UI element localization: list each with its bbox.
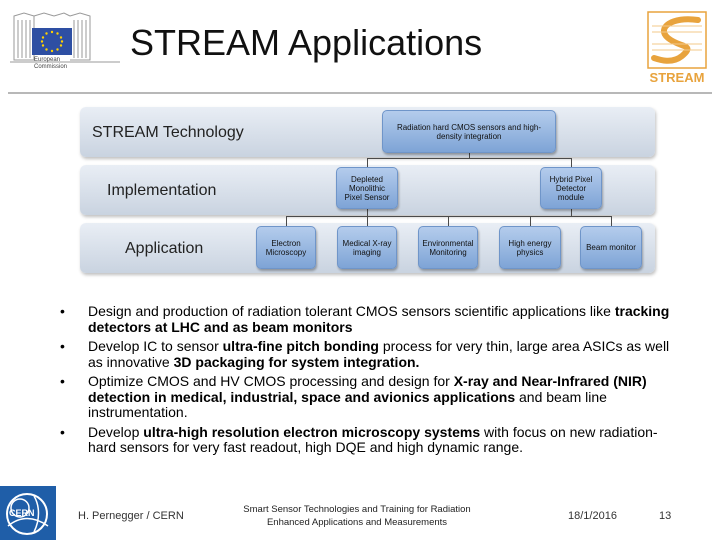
node-application-environmental: Environmental Monitoring	[418, 226, 478, 269]
bullet-text-segment: process for very thin, large area ASICs as well as innovative	[88, 338, 670, 370]
ec-logo-text-line2: Commission	[34, 64, 68, 70]
bullet-text-bold: 3D packaging for system integration.	[173, 353, 420, 370]
bullet-text-segment: and beam line instrumentation.	[88, 388, 607, 420]
bullet-text-bold: tracking detectors at LHC and as beam monitors	[88, 303, 670, 335]
european-commission-logo	[10, 10, 120, 80]
node-implementation-depleted-monolithic: Depleted Monolithic Pixel Sensor	[336, 167, 398, 209]
connector-line	[448, 216, 449, 226]
bullet-text-bold: ultra-fine pitch bonding	[222, 338, 379, 354]
stream-logo-text: STREAM	[649, 70, 705, 85]
bullet-text	[88, 303, 669, 335]
bullet-item	[60, 304, 680, 335]
bullet-text-segment: Develop	[88, 423, 144, 440]
bullet-dot: •	[60, 423, 65, 440]
footer-date: 18/1/2016	[568, 510, 617, 522]
bullet-text-bold: X-ray and Near-Infrared (NIR) detection in medical, industrial, space and avionics applications	[88, 373, 647, 405]
header-divider	[8, 92, 712, 94]
node-application-electron-microscopy: Electron Microscopy	[256, 226, 316, 269]
stream-logo	[642, 10, 712, 88]
bullet-text-segment: Optimize CMOS and HV CMOS processing and design for	[88, 373, 454, 389]
bullet-dot: •	[60, 338, 65, 354]
node-application-high-energy-physics: High energy physics	[499, 226, 561, 269]
ec-logo-text	[34, 57, 67, 71]
bullet-text	[88, 373, 647, 420]
page-title: STREAM Applications	[130, 22, 483, 63]
connector-line	[611, 216, 612, 226]
band-technology	[80, 107, 655, 157]
bullet-text	[88, 424, 658, 456]
footer-title-line2: Enhanced Applications and Measurements	[266, 517, 448, 528]
bullet-item	[60, 425, 680, 456]
bullet-text-bold: ultra-high resolution electron microscopy systems	[143, 423, 481, 440]
bullet-item	[60, 374, 680, 421]
connector-line	[530, 216, 531, 226]
band-label-application: Application	[125, 240, 204, 257]
bullet-text-segment: Develop IC to sensor	[88, 338, 223, 354]
footer-title	[228, 503, 486, 529]
footer-title-line1: Smart Sensor Technologies and Training for Radiation	[243, 504, 471, 515]
node-application-beam-monitor: Beam monitor	[580, 226, 642, 269]
connector-line	[286, 216, 287, 226]
node-application-medical-xray: Medical X-ray imaging	[337, 226, 397, 269]
connector-line	[367, 158, 571, 159]
bullet-list	[60, 304, 680, 460]
footer-page-number: 13	[659, 510, 672, 522]
bullet-dot: •	[60, 303, 65, 319]
connector-line	[367, 158, 368, 167]
connector-line	[571, 158, 572, 167]
connector-line	[367, 216, 368, 226]
cern-logo-text: CERN	[9, 508, 35, 518]
band-label-technology: STREAM Technology	[92, 124, 244, 141]
ec-logo-text-line1: European	[34, 57, 61, 63]
band-label-implementation: Implementation	[107, 182, 217, 199]
bullet-text	[88, 338, 669, 370]
connector-line	[286, 216, 612, 217]
bullet-dot: •	[60, 373, 65, 389]
node-implementation-hybrid-pixel: Hybrid Pixel Detector module	[540, 167, 602, 209]
bullet-text-segment: Design and production of radiation tolerant CMOS sensors scientific applications like	[88, 303, 615, 319]
footer-author: H. Pernegger / CERN	[78, 510, 184, 522]
bullet-item	[60, 339, 680, 370]
node-technology: Radiation hard CMOS sensors and high-density integration	[382, 110, 556, 153]
cern-logo	[0, 486, 56, 540]
bullet-text-segment: with focus on new radiation-hard sensors for very fast readout, high DQE and high dynamic range.	[88, 423, 658, 455]
